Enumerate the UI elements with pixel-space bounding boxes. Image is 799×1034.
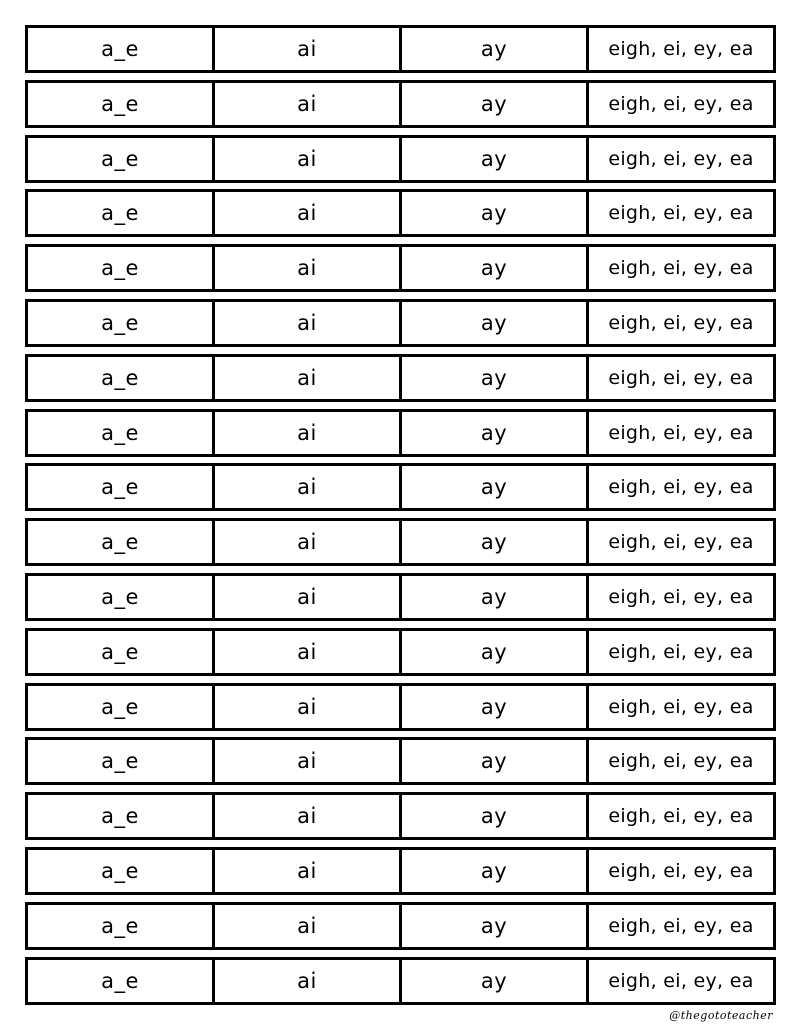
card-eigh-ei-ey-ea: eigh, ei, ey, ea xyxy=(608,311,754,334)
card-ai: ai xyxy=(215,412,402,454)
card-a-e: a_e xyxy=(28,192,215,234)
card-strip-row xyxy=(25,683,776,731)
card-eigh-ei-ey-ea: eigh, ei, ey, ea xyxy=(608,147,754,170)
card-eigh-ei-ey-ea: eigh, ei, ey, ea xyxy=(608,421,754,444)
card-strip-row xyxy=(25,957,776,1005)
card-strip-row xyxy=(25,189,776,237)
card-ai: ai xyxy=(215,138,402,180)
card-ay: ay xyxy=(402,192,589,234)
card-strip-row xyxy=(25,354,776,402)
card-ai: ai xyxy=(215,466,402,508)
card-eigh-ei-ey-ea: eigh, ei, ey, ea xyxy=(608,366,754,389)
card-ai: ai xyxy=(215,960,402,1002)
card-a-e: a_e xyxy=(28,960,215,1002)
card-eigh-ei-ey-ea: eigh, ei, ey, ea xyxy=(608,750,754,773)
card-strip-list xyxy=(25,25,776,1005)
card-eigh-ei-ey-ea: eigh, ei, ey, ea xyxy=(608,805,754,828)
card-eigh-ei-ey-ea: eigh, ei, ey, ea xyxy=(608,640,754,663)
card-a-e: a_e xyxy=(28,740,215,782)
phonics-card-sheet xyxy=(25,25,776,1011)
card-a-e: a_e xyxy=(28,247,215,289)
card-eigh-ei-ey-ea: eigh, ei, ey, ea xyxy=(608,585,754,608)
card-eigh-ei-ey-ea: eigh, ei, ey, ea xyxy=(608,859,754,882)
card-strip-row xyxy=(25,573,776,621)
card-strip-row xyxy=(25,847,776,895)
card-strip-row xyxy=(25,244,776,292)
card-strip-row xyxy=(25,628,776,676)
card-ai: ai xyxy=(215,576,402,618)
card-strip-row xyxy=(25,463,776,511)
card-ai: ai xyxy=(215,302,402,344)
card-a-e: a_e xyxy=(28,412,215,454)
card-ay: ay xyxy=(402,28,589,70)
card-ai: ai xyxy=(215,740,402,782)
card-strip-row xyxy=(25,299,776,347)
card-ai: ai xyxy=(215,247,402,289)
card-a-e: a_e xyxy=(28,138,215,180)
card-a-e: a_e xyxy=(28,466,215,508)
card-ay: ay xyxy=(402,138,589,180)
card-a-e: a_e xyxy=(28,631,215,673)
card-ai: ai xyxy=(215,795,402,837)
card-ay: ay xyxy=(402,412,589,454)
card-ai: ai xyxy=(215,83,402,125)
card-ai: ai xyxy=(215,28,402,70)
author-credit: @thegototeacher xyxy=(669,1009,773,1022)
card-a-e: a_e xyxy=(28,521,215,563)
card-a-e: a_e xyxy=(28,795,215,837)
card-strip-row xyxy=(25,902,776,950)
card-strip-row xyxy=(25,135,776,183)
card-ay: ay xyxy=(402,686,589,728)
card-eigh-ei-ey-ea: eigh, ei, ey, ea xyxy=(608,38,754,60)
card-eigh-ei-ey-ea: eigh, ei, ey, ea xyxy=(608,257,754,280)
card-strip-row xyxy=(25,409,776,457)
card-strip-row xyxy=(25,737,776,785)
card-strip-row xyxy=(25,25,776,73)
card-ai: ai xyxy=(215,850,402,892)
card-ai: ai xyxy=(215,631,402,673)
card-eigh-ei-ey-ea: eigh, ei, ey, ea xyxy=(608,969,754,992)
card-ay: ay xyxy=(402,83,589,125)
card-ai: ai xyxy=(215,357,402,399)
card-a-e: a_e xyxy=(28,28,215,70)
card-ay: ay xyxy=(402,960,589,1002)
card-ay: ay xyxy=(402,302,589,344)
card-strip-row xyxy=(25,518,776,566)
card-a-e: a_e xyxy=(28,686,215,728)
card-ay: ay xyxy=(402,905,589,947)
card-strip-row xyxy=(25,792,776,840)
card-a-e: a_e xyxy=(28,357,215,399)
card-ai: ai xyxy=(215,686,402,728)
card-ai: ai xyxy=(215,521,402,563)
card-eigh-ei-ey-ea: eigh, ei, ey, ea xyxy=(608,202,754,225)
card-ay: ay xyxy=(402,576,589,618)
card-eigh-ei-ey-ea: eigh, ei, ey, ea xyxy=(608,531,754,554)
card-ay: ay xyxy=(402,631,589,673)
card-a-e: a_e xyxy=(28,302,215,344)
card-ay: ay xyxy=(402,850,589,892)
card-ai: ai xyxy=(215,905,402,947)
card-eigh-ei-ey-ea: eigh, ei, ey, ea xyxy=(608,476,754,499)
card-ai: ai xyxy=(215,192,402,234)
card-ay: ay xyxy=(402,466,589,508)
card-eigh-ei-ey-ea: eigh, ei, ey, ea xyxy=(608,914,754,937)
card-a-e: a_e xyxy=(28,83,215,125)
card-ay: ay xyxy=(402,247,589,289)
card-strip-row xyxy=(25,80,776,128)
card-ay: ay xyxy=(402,357,589,399)
card-a-e: a_e xyxy=(28,576,215,618)
card-ay: ay xyxy=(402,521,589,563)
card-ay: ay xyxy=(402,740,589,782)
card-eigh-ei-ey-ea: eigh, ei, ey, ea xyxy=(608,92,754,115)
card-a-e: a_e xyxy=(28,905,215,947)
card-ay: ay xyxy=(402,795,589,837)
card-a-e: a_e xyxy=(28,850,215,892)
card-eigh-ei-ey-ea: eigh, ei, ey, ea xyxy=(608,695,754,718)
